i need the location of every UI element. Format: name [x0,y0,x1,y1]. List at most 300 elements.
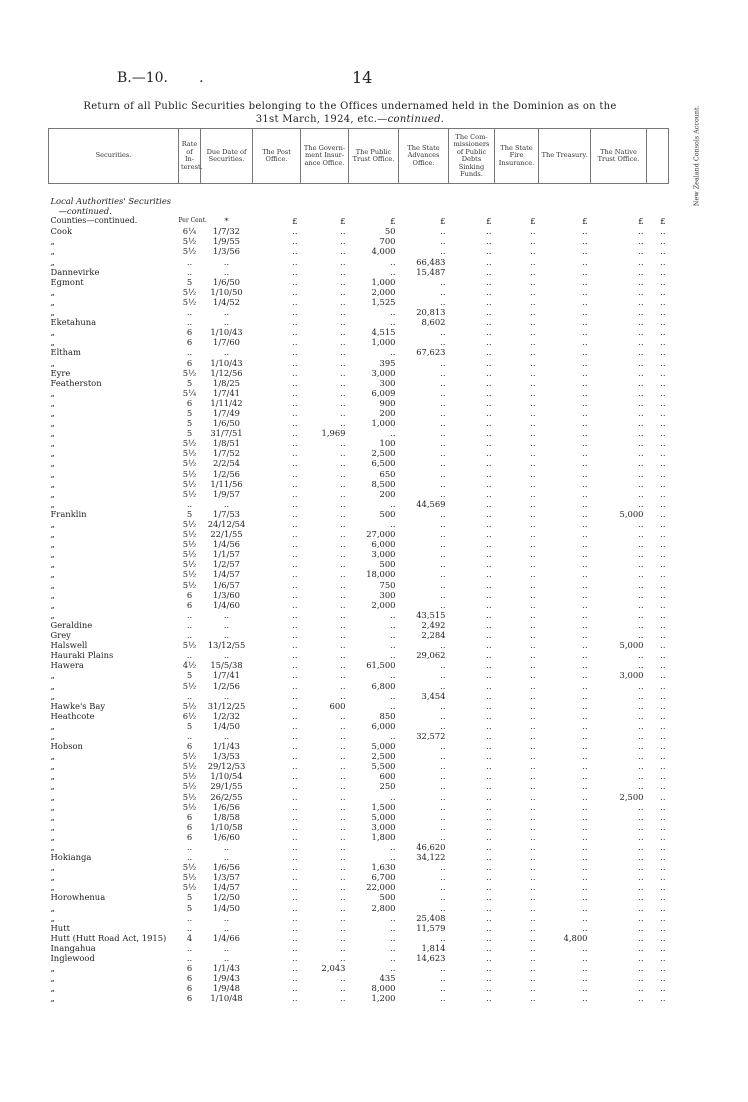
cell-post-office: .. [292,327,298,338]
cell-securities: „ [50,973,55,984]
cell-sinking-funds: .. [486,377,492,388]
cell-securities: „ [50,296,55,307]
cell-native-trust: 2,500 [619,791,644,802]
cell-public-trust: 22,000 [366,882,396,893]
cell-government-insurance: .. [340,811,346,822]
cell-sinking-funds: .. [486,256,492,267]
cell-state-fire-insurance: .. [530,700,536,711]
col-sinking-funds: The Com-missioners of Public Debts Sinking Funds. [449,129,495,184]
cell-state-fire-insurance: .. [530,377,536,388]
cell-state-fire-insurance: .. [530,902,536,913]
cell-rate: 5 [186,720,193,731]
cell-due-date: 1/9/55 [213,236,240,247]
cell-consols: .. [660,377,666,388]
cell-government-insurance: .. [340,246,346,257]
cell-due-date: .. [223,912,230,923]
cell-state-fire-insurance: .. [530,862,536,873]
cell-native-trust: .. [638,872,644,883]
cell-consols: .. [660,549,666,560]
cell-sinking-funds: .. [486,831,492,842]
cell-consols: .. [660,831,666,842]
cell-public-trust: 1,000 [371,418,396,429]
cell-post-office: .. [292,468,298,479]
cell-securities: Hutt [50,922,70,933]
cell-state-advances: .. [440,478,446,489]
cell-public-trust: .. [390,953,396,964]
table-row [49,650,669,660]
cell-treasury: .. [582,609,588,620]
cell-rate: 5 [186,892,193,903]
cell-government-insurance: .. [340,519,346,529]
cell-state-fire-insurance: .. [530,801,536,812]
cell-treasury: .. [582,983,588,994]
cell-state-fire-insurance: .. [530,468,536,479]
cell-public-trust: .. [390,519,396,529]
cell-post-office: .. [292,387,298,398]
cell-state-advances: .. [440,246,446,257]
cell-public-trust: .. [390,650,396,661]
cell-rate: 5½ [182,448,197,459]
cell-rate: .. [186,347,193,358]
cell-securities: „ [50,498,55,509]
cell-rate: .. [186,690,193,701]
cell-native-trust: .. [638,347,644,358]
cell-public-trust: .. [390,912,396,923]
cell-native-trust: .. [638,882,644,893]
cell-native-trust: .. [638,811,644,822]
cell-post-office: .. [292,993,298,1004]
table-row [49,660,669,670]
cell-native-trust: .. [638,942,644,953]
cell-securities: „ [50,458,55,469]
cell-due-date: 1/4/56 [213,539,240,550]
cell-state-fire-insurance: .. [530,478,536,489]
cell-due-date: .. [223,609,230,620]
cell-native-trust: .. [638,831,644,842]
cell-rate: .. [186,650,193,661]
cell-due-date: 31/7/51 [210,428,243,439]
cell-treasury: .. [582,751,588,762]
cell-state-advances: 2,284 [421,630,446,641]
cell-native-trust: .. [638,963,644,974]
cell-government-insurance: .. [340,842,346,852]
cell-treasury: .. [582,418,588,429]
cell-public-trust: 5,000 [371,741,396,752]
cell-post-office: .. [292,852,298,863]
page-number: 14 [352,68,373,87]
cell-securities: „ [50,387,55,398]
cell-due-date: 1/3/56 [213,246,240,257]
cell-post-office: .. [292,942,298,953]
cell-post-office: .. [292,236,298,247]
cell-post-office: .. [292,640,298,651]
cell-sinking-funds: .. [486,993,492,1004]
cell-rate: 6 [186,993,193,1004]
cell-sinking-funds: .. [486,337,492,348]
cell-government-insurance: .. [340,922,346,933]
cell-government-insurance: .. [340,660,346,671]
table-row [49,428,669,438]
cell-state-advances: .. [440,549,446,560]
cell-state-advances: .. [440,367,446,378]
cell-securities: Hauraki Plains [50,650,114,661]
cell-due-date: 1/2/56 [213,468,240,479]
cell-securities: Geraldine [50,619,93,630]
cell-rate: 5½ [182,367,197,378]
cell-state-advances: .. [440,296,446,307]
cell-state-advances: 66,483 [416,256,446,267]
cell-state-fire-insurance: .. [530,488,536,499]
per-cent-label: Per Cent. [178,217,207,225]
cell-sinking-funds: .. [486,246,492,257]
cell-treasury: .. [582,821,588,832]
cell-state-fire-insurance: .. [530,983,536,994]
cell-post-office: .. [292,579,298,590]
cell-public-trust: 2,500 [371,448,396,459]
cell-post-office: .. [292,932,298,943]
cell-securities: Horowhenua [50,892,106,903]
cell-native-trust: .. [638,700,644,711]
cell-rate: .. [186,630,193,641]
cell-state-fire-insurance: .. [530,741,536,752]
cell-consols: .. [660,690,666,701]
cell-native-trust: .. [638,286,644,297]
cell-government-insurance: .. [340,589,346,600]
cell-government-insurance: .. [340,488,346,499]
cell-consols: .. [660,357,666,368]
cell-state-fire-insurance: .. [530,357,536,368]
col-consols-account: New Zealand Consols Account. [647,129,669,184]
cell-state-advances: 3,454 [421,690,446,701]
cell-native-trust: .. [638,771,644,782]
table-row [49,620,669,630]
cell-treasury: .. [582,801,588,812]
cell-rate: 5½ [182,519,197,529]
cell-post-office: .. [292,660,298,671]
cell-native-trust: .. [638,720,644,731]
cell-sinking-funds: .. [486,609,492,620]
cell-state-advances: .. [440,468,446,479]
cell-treasury: .. [582,720,588,731]
cell-government-insurance: .. [340,761,346,772]
cell-native-trust: .. [638,337,644,348]
cell-securities: „ [50,761,55,772]
cell-due-date: 1/9/43 [213,973,240,984]
cell-treasury: .. [582,428,588,439]
cell-public-trust: 3,000 [371,821,396,832]
cell-due-date: 1/2/50 [213,892,240,903]
cell-state-fire-insurance: .. [530,922,536,933]
cell-public-trust: 600 [379,771,396,782]
cell-state-advances: .. [440,488,446,499]
col-state-advances: The State Advances Office. [399,129,449,184]
cell-due-date: 1/3/57 [213,872,240,883]
cell-post-office: .. [292,741,298,752]
cell-state-fire-insurance: .. [530,569,536,580]
cell-consols: .. [660,367,666,378]
cell-public-trust: .. [390,266,396,277]
cell-public-trust: .. [390,640,396,651]
cell-due-date: 1/12/56 [210,367,243,378]
cell-consols: .. [660,387,666,398]
cell-public-trust: 6,009 [371,387,396,398]
cell-sinking-funds: .. [486,327,492,338]
cell-consols: .. [660,781,666,792]
table-row [49,741,669,751]
cell-consols: .. [660,609,666,620]
cell-securities: Eyre [50,367,71,378]
cell-consols: .. [660,508,666,519]
cell-native-trust: .. [638,902,644,913]
cell-state-fire-insurance: .. [530,428,536,439]
unit-sinking-funds: £ [486,216,492,227]
cell-post-office: .. [292,791,298,802]
cell-public-trust: .. [390,791,396,802]
cell-treasury: .. [582,882,588,893]
cell-government-insurance: .. [340,418,346,429]
cell-native-trust: .. [638,307,644,318]
col-state-fire-insurance: The State Fire Insurance. [495,129,539,184]
cell-native-trust: .. [638,761,644,772]
cell-government-insurance: .. [340,640,346,651]
cell-native-trust: .. [638,680,644,691]
cell-government-insurance: .. [340,831,346,842]
cell-state-advances: 34,122 [416,852,446,863]
cell-native-trust: .. [638,852,644,863]
table-row [49,388,669,398]
cell-state-fire-insurance: .. [530,599,536,610]
cell-due-date: .. [223,630,230,641]
cell-rate: .. [186,942,193,953]
cell-due-date: 2/2/54 [213,458,240,469]
cell-securities: „ [50,559,55,570]
cell-public-trust: 1,200 [371,993,396,1004]
table-row [49,287,669,297]
cell-consols: .. [660,327,666,338]
cell-rate: .. [186,842,193,852]
cell-state-fire-insurance: .. [530,963,536,974]
cell-state-fire-insurance: .. [530,448,536,459]
cell-native-trust: .. [638,519,644,529]
cell-post-office: .. [292,458,298,469]
cell-securities: „ [50,599,55,610]
cell-native-trust: .. [638,730,644,741]
cell-state-advances: .. [440,700,446,711]
cell-sinking-funds: .. [486,811,492,822]
cell-sinking-funds: .. [486,498,492,509]
cell-securities: Hobson [50,741,83,752]
table-row [49,711,669,721]
cell-due-date: 1/4/50 [213,720,240,731]
cell-due-date: 1/4/66 [213,932,240,943]
cell-state-advances: .. [440,519,446,529]
cell-native-trust: .. [638,498,644,509]
cell-consols: .. [660,307,666,318]
cell-state-advances: 32,572 [416,730,446,741]
cell-securities: „ [50,821,55,832]
cell-post-office: .. [292,680,298,691]
unit-consols: £ [660,216,666,227]
cell-state-fire-insurance: .. [530,791,536,802]
cell-native-trust: .. [638,932,644,943]
cell-due-date: 1/4/52 [213,296,240,307]
cell-native-trust: .. [638,912,644,923]
table-row [49,640,669,650]
cell-native-trust: .. [638,821,644,832]
cell-rate: .. [186,266,193,277]
cell-native-trust: .. [638,367,644,378]
cell-state-advances: .. [440,448,446,459]
cell-due-date: .. [223,852,230,863]
cell-public-trust: 250 [379,781,396,792]
cell-securities: „ [50,983,55,994]
cell-public-trust: .. [390,619,396,630]
cell-sinking-funds: .. [486,670,492,681]
cell-consols: .. [660,963,666,974]
cell-state-advances: 8,602 [421,317,446,328]
cell-native-trust: .. [638,448,644,459]
cell-state-advances: .. [440,963,446,974]
cell-securities: „ [50,397,55,408]
cell-sinking-funds: .. [486,418,492,429]
table-row [49,418,669,428]
cell-government-insurance: .. [340,529,346,540]
cell-treasury: .. [582,569,588,580]
cell-public-trust: .. [390,942,396,953]
cell-rate: .. [186,498,193,509]
cell-consols: .. [660,418,666,429]
cell-public-trust: 6,000 [371,720,396,731]
cell-due-date: 1/6/50 [213,418,240,429]
cell-securities: Hutt (Hutt Road Act, 1915) [50,932,167,943]
cell-due-date: 1/7/41 [213,387,240,398]
cell-consols: .. [660,983,666,994]
cell-consols: .. [660,932,666,943]
table-row [49,781,669,791]
cell-treasury: .. [582,559,588,570]
cell-government-insurance: .. [340,730,346,741]
cell-state-advances: .. [440,539,446,550]
cell-due-date: 1/10/43 [210,327,243,338]
cell-treasury: .. [582,852,588,863]
cell-state-advances: .. [440,710,446,721]
cell-public-trust: 1,000 [371,276,396,287]
cell-state-fire-insurance: .. [530,781,536,792]
cell-state-fire-insurance: .. [530,458,536,469]
cell-state-advances: .. [440,276,446,287]
cell-due-date: 1/11/56 [210,478,243,489]
cell-sinking-funds: .. [486,892,492,903]
cell-government-insurance: .. [340,276,346,287]
cell-treasury: .. [582,710,588,721]
cell-post-office: .. [292,821,298,832]
cell-treasury: .. [582,539,588,550]
cell-treasury: .. [582,599,588,610]
cell-public-trust: 1,000 [371,337,396,348]
cell-state-fire-insurance: .. [530,276,536,287]
cell-due-date: 1/10/43 [210,357,243,368]
col-post-office: The Post Office. [253,129,301,184]
cell-rate: 5½ [182,700,197,711]
cell-post-office: .. [292,953,298,964]
table-row [49,519,669,529]
cell-rate: 5½ [182,771,197,782]
cell-securities: Egmont [50,276,84,287]
cell-post-office: .. [292,246,298,257]
cell-government-insurance: .. [340,539,346,550]
cell-sinking-funds: .. [486,650,492,661]
cell-sinking-funds: .. [486,932,492,943]
cell-rate: 5½ [182,680,197,691]
cell-state-advances: .. [440,902,446,913]
cell-native-trust: .. [638,983,644,994]
cell-treasury: .. [582,942,588,953]
cell-government-insurance: .. [340,317,346,328]
cell-native-trust: .. [638,569,644,580]
cell-state-advances: .. [440,680,446,691]
cell-due-date: 1/10/48 [210,993,243,1004]
table-row [49,630,669,640]
cell-sinking-funds: .. [486,488,492,499]
cell-rate: 5½ [182,781,197,792]
cell-due-date: 1/11/42 [210,397,243,408]
cell-rate: 5 [186,902,193,913]
table-row [49,246,669,256]
table-row [49,600,669,610]
cell-securities: „ [50,690,55,701]
cell-state-advances: .. [440,599,446,610]
cell-state-advances: 14,623 [416,953,446,964]
table-row [49,882,669,892]
cell-government-insurance: .. [340,983,346,994]
cell-state-fire-insurance: .. [530,347,536,358]
cell-government-insurance: .. [340,387,346,398]
table-row [49,327,669,337]
cell-public-trust: 27,000 [366,529,396,540]
cell-post-office: .. [292,831,298,842]
table-row [49,963,669,973]
cell-government-insurance: .. [340,781,346,792]
cell-state-fire-insurance: .. [530,882,536,893]
table-row [49,317,669,327]
cell-treasury: .. [582,478,588,489]
cell-post-office: .. [292,872,298,883]
cell-treasury: .. [582,488,588,499]
cell-state-fire-insurance: .. [530,367,536,378]
table-row [49,529,669,539]
cell-treasury: .. [582,771,588,782]
cell-treasury: .. [582,387,588,398]
cell-due-date: 1/9/57 [213,488,240,499]
cell-rate: .. [186,256,193,267]
cell-consols: .. [660,559,666,570]
cell-treasury: .. [582,357,588,368]
cell-public-trust: 1,630 [371,862,396,873]
cell-due-date: 1/3/53 [213,751,240,762]
cell-public-trust: 8,000 [371,983,396,994]
col-due-date: Due Date of Securities. [201,129,253,184]
cell-treasury: .. [582,781,588,792]
cell-government-insurance: .. [340,407,346,418]
cell-rate: 6½ [182,710,197,721]
table-row [49,721,669,731]
cell-consols: .. [660,922,666,933]
table-row [49,903,669,913]
cell-sinking-funds: .. [486,236,492,247]
cell-consols: .. [660,599,666,610]
cell-securities: „ [50,781,55,792]
cell-native-trust: .. [638,357,644,368]
